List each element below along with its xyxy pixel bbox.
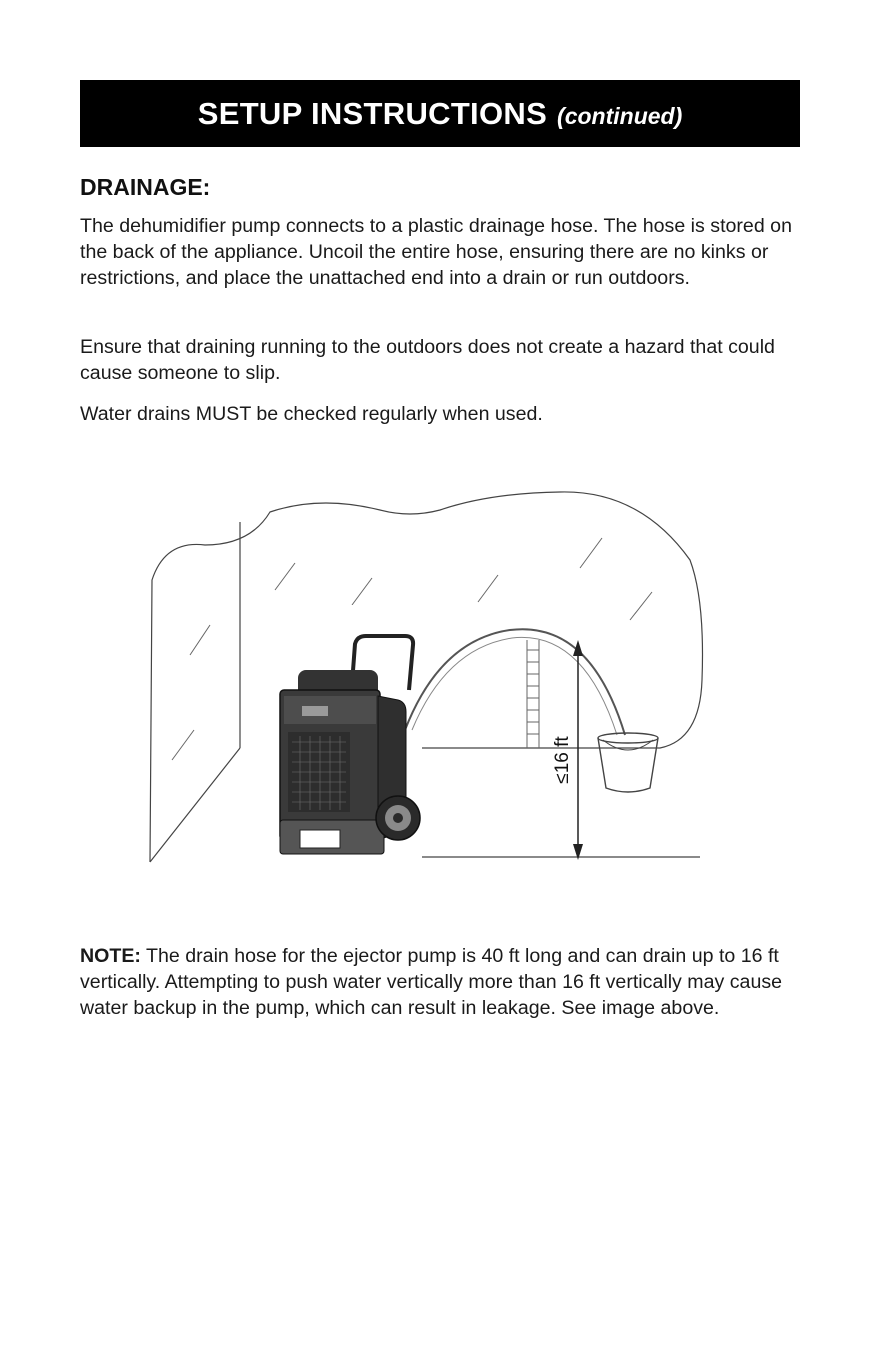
page-subtitle: (continued) bbox=[557, 103, 683, 129]
header-bar bbox=[80, 80, 800, 147]
bucket bbox=[598, 733, 658, 792]
room-outline bbox=[150, 492, 703, 862]
page-title: SETUP INSTRUCTIONS bbox=[197, 95, 548, 131]
height-ruler bbox=[527, 640, 539, 748]
height-limit-label: ≤16 ft bbox=[552, 736, 573, 784]
note-text: The drain hose for the ejector pump is 40 ft long and can drain up to 16 ft vertically. Attempting to push water vertically more than 16 ft vertically may cause water backup in the pump, which can result in leakage. See image above. bbox=[80, 945, 783, 1019]
drainage-illustration bbox=[140, 480, 720, 880]
height-dimension-arrow bbox=[573, 640, 583, 860]
drain-hose bbox=[405, 629, 625, 735]
room-floor-edge bbox=[150, 748, 240, 862]
note-paragraph bbox=[80, 943, 800, 1021]
paragraph-hose-setup: The dehumidifier pump connects to a plastic drainage hose. The hose is stored on the back of the appliance. Uncoil the entire hose, ensuring there are no kinks or restrictions, and place the unattached end into a drain or run outdoors. bbox=[80, 215, 792, 289]
section-heading: DRAINAGE: bbox=[80, 174, 211, 200]
note-label: NOTE: bbox=[80, 945, 141, 967]
paragraph-slip-hazard: Ensure that draining running to the outdoors does not create a hazard that could cause someone to slip. bbox=[80, 336, 775, 384]
paragraph-check-drains: Water drains MUST be checked regularly when used. bbox=[80, 403, 543, 425]
